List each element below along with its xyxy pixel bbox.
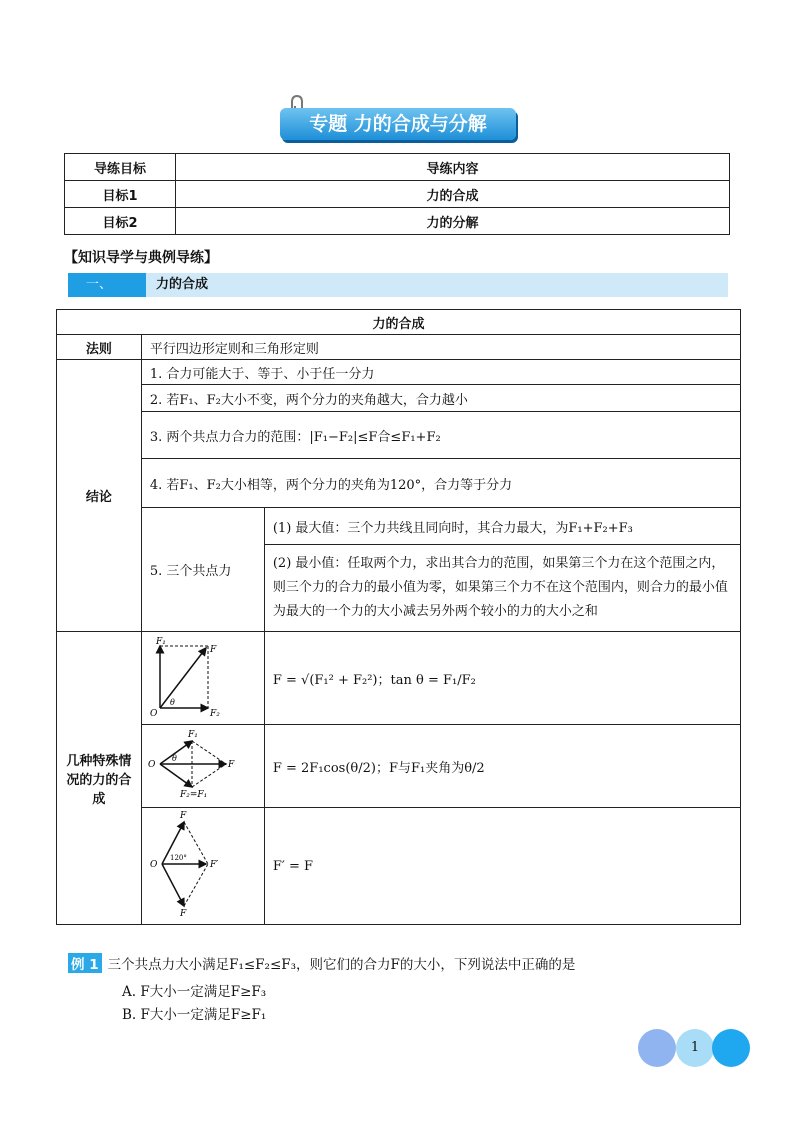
special-formula-3: F′ = F bbox=[264, 808, 740, 925]
table-row bbox=[65, 181, 730, 208]
svg-text:θ: θ bbox=[171, 754, 177, 763]
svg-text:O: O bbox=[149, 860, 158, 870]
goal-header-2: 导练内容 bbox=[176, 154, 730, 181]
goal-header-1: 导练目标 bbox=[65, 154, 176, 181]
svg-text:F₂=F₁: F₂=F₁ bbox=[179, 790, 208, 800]
goal-table bbox=[64, 153, 730, 235]
right-angle-diagram bbox=[142, 632, 264, 720]
svg-text:F₁: F₁ bbox=[155, 637, 166, 647]
conclusion-4: 4. 若F₁、F₂大小相等，两个分力的夹角为120°，合力等于分力 bbox=[141, 459, 740, 508]
composition-table bbox=[56, 309, 741, 925]
page-badge-right bbox=[712, 1029, 750, 1067]
option-a: A. F大小一定满足F≥F₃ bbox=[122, 984, 267, 1000]
svg-text:F: F bbox=[179, 811, 187, 821]
diagram-cell bbox=[141, 632, 264, 725]
example-question-line bbox=[68, 953, 575, 973]
svg-text:O: O bbox=[147, 760, 156, 770]
rule-text: 平行四边形定则和三角形定则 bbox=[141, 335, 740, 360]
svg-text:F₂: F₂ bbox=[209, 709, 220, 719]
svg-text:F′: F′ bbox=[209, 860, 219, 870]
svg-text:120°: 120° bbox=[169, 854, 187, 862]
rhombus-120-diagram bbox=[142, 808, 264, 920]
three-forces-label: 5. 三个共点力 bbox=[141, 508, 264, 632]
section-title: 力的合成 bbox=[156, 277, 209, 292]
page-badge-left bbox=[638, 1029, 676, 1067]
special-formula-2: F = 2F₁cos(θ/2)；F与F₁夹角为θ/2 bbox=[264, 725, 740, 808]
section-number: 一、 bbox=[68, 273, 146, 297]
three-forces-max: (1) 最大值：三个力共线且同向时，其合力最大，为F₁+F₂+F₃ bbox=[264, 508, 740, 545]
conclusion-1: 1. 合力可能大于、等于、小于任一分力 bbox=[141, 360, 740, 385]
rule-label: 法则 bbox=[57, 335, 142, 360]
three-forces-min: (2) 最小值：任取两个力，求出其合力的范围，如果第三个力在这个范围之内，则三个力的合力的最小值为零，如果第三个力不在这个范围内，则合力的最小值为最大的一个力的大小减去另外两个较小的力的大小之和 bbox=[264, 545, 740, 632]
svg-text:F: F bbox=[179, 909, 187, 919]
goal-cell: 目标2 bbox=[65, 208, 176, 235]
svg-text:F: F bbox=[209, 645, 217, 655]
conclusion-3: 3. 两个共点力合力的范围：|F₁−F₂|≤F合≤F₁+F₂ bbox=[141, 412, 740, 459]
example-tag: 例 1 bbox=[68, 953, 102, 973]
section-heading: 【知识导学与典例导练】 bbox=[64, 250, 218, 266]
special-label: 几种特殊情况的力的合成 bbox=[57, 632, 142, 925]
table-row bbox=[65, 208, 730, 235]
example-question: 三个共点力大小满足F₁≤F₂≤F₃，则它们的合力F的大小，下列说法中正确的是 bbox=[107, 957, 576, 973]
page-title: 专题 力的合成与分解 bbox=[309, 113, 487, 135]
conclusion-label: 结论 bbox=[57, 360, 142, 632]
diagram-cell bbox=[141, 808, 264, 925]
equal-forces-diagram bbox=[142, 725, 264, 803]
svg-text:F₁: F₁ bbox=[187, 730, 198, 740]
conclusion-2: 2. 若F₁、F₂大小不变，两个分力的夹角越大，合力越小 bbox=[141, 385, 740, 412]
goal-cell: 力的合成 bbox=[176, 181, 730, 208]
svg-text:θ: θ bbox=[169, 698, 175, 707]
page-number: 1 bbox=[690, 1040, 700, 1055]
option-b: B. F大小一定满足F≥F₁ bbox=[122, 1007, 267, 1023]
goal-cell: 力的分解 bbox=[176, 208, 730, 235]
svg-text:F: F bbox=[227, 760, 235, 770]
goal-cell: 目标1 bbox=[65, 181, 176, 208]
svg-text:O: O bbox=[149, 709, 158, 719]
goal-table-header bbox=[65, 154, 730, 181]
special-formula-1: F = √(F₁² + F₂²)；tan θ = F₁/F₂ bbox=[264, 632, 740, 725]
diagram-cell bbox=[141, 725, 264, 808]
table-title: 力的合成 bbox=[57, 310, 741, 335]
